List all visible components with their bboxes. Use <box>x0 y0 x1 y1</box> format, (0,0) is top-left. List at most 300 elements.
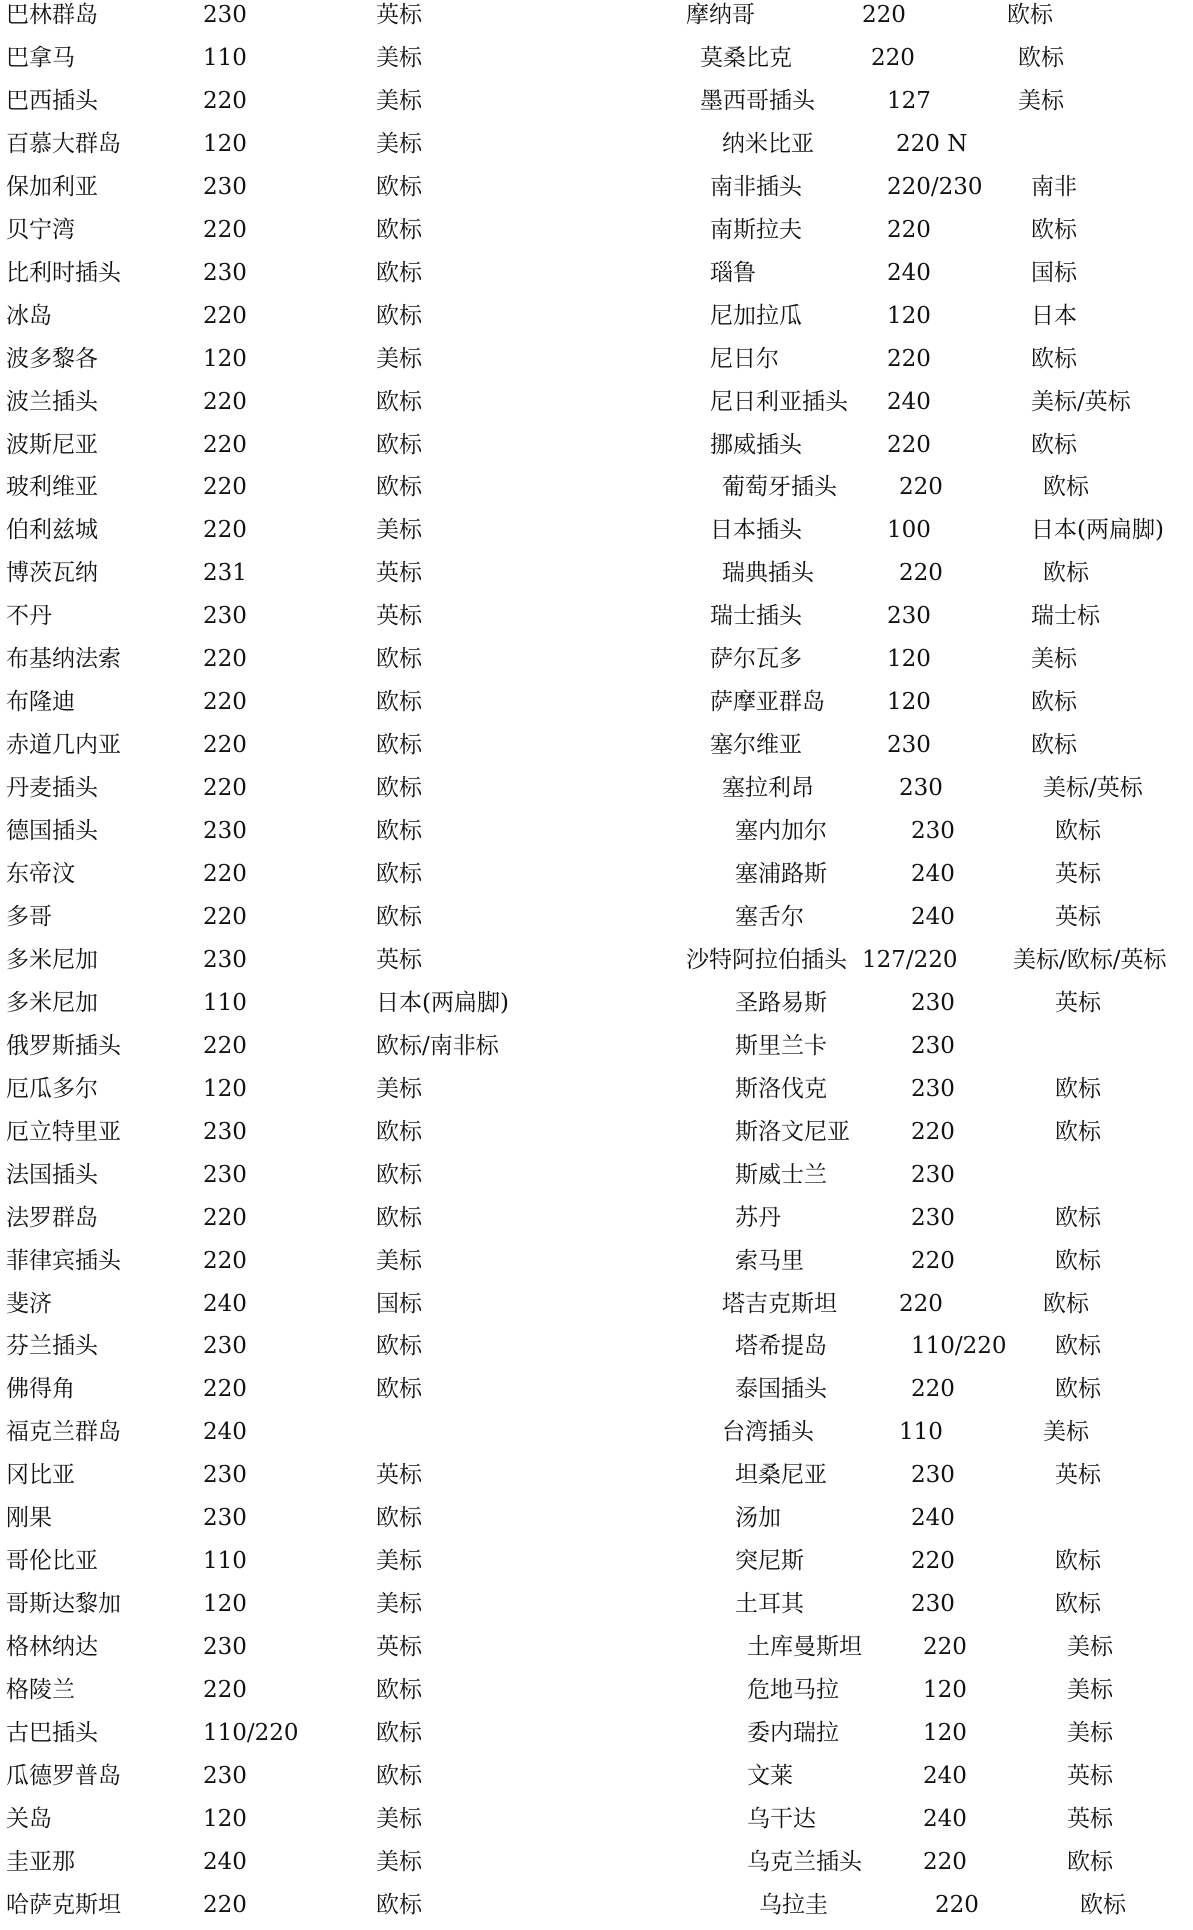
plug-standard: 欧标 <box>376 1161 422 1188</box>
voltage-value: 220 <box>203 1204 247 1231</box>
plug-standard: 英标 <box>376 1634 422 1661</box>
voltage-value: 230 <box>911 1032 955 1059</box>
country-name: 哥伦比亚 <box>6 1548 98 1575</box>
country-name: 赤道几内亚 <box>6 732 121 759</box>
voltage-value: 240 <box>203 1290 247 1317</box>
country-name: 福克兰群岛 <box>6 1419 121 1446</box>
table-row <box>0 126 1193 169</box>
country-name: 斯里兰卡 <box>735 1032 827 1059</box>
plug-standard: 欧标 <box>1067 1848 1113 1875</box>
voltage-value: 110/220 <box>911 1333 1007 1360</box>
voltage-value: 220 <box>923 1634 967 1661</box>
voltage-value: 120 <box>203 1591 247 1618</box>
plug-standard: 美标 <box>376 130 422 157</box>
plug-standard: 美标 <box>376 1247 422 1274</box>
country-name: 瓜德罗普岛 <box>6 1762 121 1789</box>
table-row <box>0 1200 1193 1243</box>
plug-standard: 欧标 <box>376 732 422 759</box>
voltage-value: 230 <box>911 1204 955 1231</box>
plug-standard: 美标 <box>376 44 422 71</box>
voltage-value: 240 <box>911 861 955 887</box>
plug-standard: 美标 <box>376 1848 422 1875</box>
voltage-value: 231 <box>203 560 247 587</box>
voltage-value: 230 <box>203 946 247 973</box>
country-name: 不丹 <box>6 603 52 630</box>
table-row <box>0 1114 1193 1157</box>
voltage-value: 120 <box>203 345 247 372</box>
table-row <box>0 641 1193 684</box>
plug-standard: 日本(两扁脚) <box>1031 517 1164 544</box>
plug-standard: 欧标 <box>1055 1075 1101 1102</box>
table-row <box>0 40 1193 83</box>
voltage-value: 230 <box>887 732 931 759</box>
table-row <box>0 1071 1193 1114</box>
voltage-value: 240 <box>887 259 931 286</box>
country-name: 法国插头 <box>6 1161 98 1188</box>
voltage-value: 220 <box>911 1548 955 1575</box>
table-row <box>0 1243 1193 1286</box>
table-row <box>0 856 1193 899</box>
country-name: 危地马拉 <box>747 1677 839 1704</box>
plug-standard: 欧标 <box>376 646 422 673</box>
plug-standard: 日本 <box>1031 302 1077 329</box>
plug-standard: 欧标 <box>376 302 422 329</box>
plug-standard: 欧标 <box>376 431 422 458</box>
plug-standard: 英标 <box>1067 1805 1113 1832</box>
table-row <box>0 1500 1193 1543</box>
country-name: 法罗群岛 <box>6 1204 98 1231</box>
country-name: 文莱 <box>747 1762 793 1789</box>
plug-standard: 日本(两扁脚) <box>376 989 509 1016</box>
voltage-value: 240 <box>887 388 931 415</box>
table-row <box>0 212 1193 255</box>
voltage-value: 230 <box>203 603 247 630</box>
voltage-value: 240 <box>923 1805 967 1832</box>
table-row <box>0 942 1193 985</box>
country-name: 尼日尔 <box>710 345 779 372</box>
plug-standard: 欧标 <box>1055 1118 1101 1145</box>
table-row <box>0 598 1193 641</box>
table-row <box>0 384 1193 427</box>
plug-standard: 国标 <box>1031 259 1077 286</box>
country-name: 格林纳达 <box>6 1634 98 1661</box>
plug-standard: 欧标 <box>1031 689 1077 716</box>
country-name: 乌克兰插头 <box>747 1848 862 1875</box>
country-name: 东帝汶 <box>6 861 75 887</box>
plug-standard: 英标 <box>376 603 422 630</box>
plug-standard: 欧标 <box>1007 2 1053 28</box>
plug-standard: 国标 <box>376 1290 422 1317</box>
voltage-value: 220 <box>887 431 931 458</box>
plug-standard: 欧标 <box>1018 44 1064 71</box>
plug-standard: 欧标 <box>1043 1290 1089 1317</box>
country-name: 厄立特里亚 <box>6 1118 121 1145</box>
country-name: 泰国插头 <box>735 1376 827 1403</box>
voltage-value: 220 <box>203 861 247 887</box>
voltage-value: 220 <box>203 216 247 243</box>
country-name: 萨尔瓦多 <box>710 646 802 673</box>
table-row <box>0 512 1193 555</box>
plug-standard: 欧标 <box>1031 345 1077 372</box>
voltage-value: 220 <box>911 1376 955 1403</box>
voltage-value: 240 <box>203 1419 247 1446</box>
table-row <box>0 427 1193 470</box>
voltage-value: 220/230 <box>887 173 983 200</box>
plug-standard: 欧标 <box>1043 560 1089 587</box>
plug-standard: 美标 <box>1031 646 1077 673</box>
plug-standard: 南非 <box>1031 173 1077 200</box>
plug-standard: 欧标 <box>376 259 422 286</box>
table-row <box>0 255 1193 298</box>
table-row <box>0 555 1193 598</box>
country-name: 斐济 <box>6 1290 52 1317</box>
plug-standard: 英标 <box>1055 1462 1101 1489</box>
country-name: 塔希提岛 <box>735 1333 827 1360</box>
country-name: 莫桑比克 <box>700 44 792 71</box>
voltage-value: 110 <box>899 1419 943 1446</box>
table-row <box>0 1672 1193 1715</box>
plug-standard: 欧标 <box>376 1204 422 1231</box>
table-row <box>0 83 1193 126</box>
country-name: 哥斯达黎加 <box>6 1591 121 1618</box>
table-row <box>0 1286 1193 1329</box>
country-name: 多米尼加 <box>6 989 98 1016</box>
voltage-value: 220 <box>887 216 931 243</box>
voltage-value: 230 <box>887 603 931 630</box>
voltage-value: 127/220 <box>862 946 958 973</box>
country-name: 南非插头 <box>710 173 802 200</box>
table-row <box>0 1629 1193 1672</box>
plug-standard: 欧标 <box>1055 1204 1101 1231</box>
voltage-value: 230 <box>203 2 247 28</box>
country-name: 塞舌尔 <box>735 903 804 930</box>
country-name: 塞内加尔 <box>735 818 827 845</box>
country-name: 日本插头 <box>710 517 802 544</box>
table-row <box>0 1457 1193 1500</box>
voltage-value: 220 <box>911 1118 955 1145</box>
plug-standard: 英标 <box>376 946 422 973</box>
country-name: 保加利亚 <box>6 173 98 200</box>
voltage-value: 220 <box>203 646 247 673</box>
country-name: 百慕大群岛 <box>6 130 121 157</box>
country-name: 巴拿马 <box>6 44 75 71</box>
table-row <box>0 1543 1193 1586</box>
plug-standard: 美标 <box>376 1075 422 1102</box>
country-name: 丹麦插头 <box>6 775 98 802</box>
voltage-value: 230 <box>911 818 955 845</box>
voltage-value: 220 <box>203 689 247 716</box>
voltage-value: 220 <box>203 388 247 415</box>
voltage-value: 120 <box>887 302 931 329</box>
plug-standard: 欧标 <box>376 388 422 415</box>
plug-standard: 欧标 <box>1080 1891 1126 1918</box>
voltage-value: 220 <box>203 517 247 544</box>
table-row <box>0 813 1193 856</box>
voltage-value: 220 <box>887 345 931 372</box>
voltage-value: 220 <box>911 1247 955 1274</box>
plug-standard: 美标/欧标/英标 <box>1013 946 1167 973</box>
plug-standard: 欧标 <box>376 1376 422 1403</box>
plug-standard: 美标 <box>1018 87 1064 114</box>
table-row <box>0 684 1193 727</box>
table-row <box>0 1844 1193 1887</box>
voltage-value: 230 <box>203 1762 247 1789</box>
voltage-value: 110/220 <box>203 1720 299 1746</box>
voltage-value: 220 <box>203 1891 247 1918</box>
voltage-value: 220 <box>203 1032 247 1059</box>
voltage-value: 120 <box>203 1075 247 1102</box>
country-name: 波兰插头 <box>6 388 98 415</box>
plug-standard: 美标/英标 <box>1043 775 1143 802</box>
country-name: 塞尔维亚 <box>710 732 802 759</box>
plug-standard: 欧标 <box>1055 818 1101 845</box>
country-name: 菲律宾插头 <box>6 1247 121 1274</box>
country-name: 冰岛 <box>6 302 52 329</box>
table-row <box>0 469 1193 512</box>
country-name: 塔吉克斯坦 <box>722 1290 837 1317</box>
country-name: 冈比亚 <box>6 1462 75 1489</box>
country-name: 哈萨克斯坦 <box>6 1891 121 1918</box>
country-name: 尼加拉瓜 <box>710 302 802 329</box>
country-name: 突尼斯 <box>735 1548 804 1575</box>
country-name: 瑞典插头 <box>722 560 814 587</box>
country-name: 多哥 <box>6 903 52 930</box>
country-name: 布隆迪 <box>6 689 75 716</box>
voltage-value: 120 <box>923 1677 967 1704</box>
plug-standard: 欧标 <box>376 1677 422 1704</box>
country-name: 波斯尼亚 <box>6 431 98 458</box>
voltage-value: 220 <box>203 431 247 458</box>
plug-standard: 英标 <box>376 1462 422 1489</box>
plug-standard: 欧标 <box>1043 474 1089 501</box>
voltage-value: 230 <box>203 1118 247 1145</box>
plug-standard: 欧标 <box>376 173 422 200</box>
country-name: 贝宁湾 <box>6 216 75 243</box>
country-name: 苏丹 <box>735 1204 781 1231</box>
country-name: 芬兰插头 <box>6 1333 98 1360</box>
voltage-value: 230 <box>911 1075 955 1102</box>
country-name: 沙特阿拉伯插头 <box>686 946 847 973</box>
table-row <box>0 298 1193 341</box>
plug-standard: 欧标 <box>1031 216 1077 243</box>
voltage-value: 120 <box>887 689 931 716</box>
plug-standard: 美标/英标 <box>1031 388 1131 415</box>
country-name: 墨西哥插头 <box>700 87 815 114</box>
voltage-value: 220 <box>203 1677 247 1704</box>
voltage-value: 240 <box>203 1848 247 1875</box>
country-name: 佛得角 <box>6 1376 75 1403</box>
table-row <box>0 1715 1193 1758</box>
table-row <box>0 1328 1193 1371</box>
voltage-value: 110 <box>203 989 247 1016</box>
country-name: 圭亚那 <box>6 1848 75 1875</box>
voltage-value: 240 <box>923 1762 967 1789</box>
voltage-value: 220 <box>871 44 915 71</box>
plug-standard: 欧标 <box>376 1118 422 1145</box>
plug-standard: 瑞士标 <box>1031 603 1100 630</box>
plug-standard: 欧标 <box>376 1505 422 1532</box>
plug-standard: 欧标 <box>376 903 422 930</box>
plug-standard: 美标 <box>1067 1677 1113 1704</box>
plug-standard: 欧标 <box>1031 431 1077 458</box>
table-row <box>0 169 1193 212</box>
voltage-value: 220 <box>899 560 943 587</box>
country-name: 土库曼斯坦 <box>747 1634 862 1661</box>
plug-standard: 欧标 <box>1055 1376 1101 1403</box>
table-row <box>0 1371 1193 1414</box>
voltage-value: 220 <box>923 1848 967 1875</box>
country-name: 塞拉利昂 <box>722 775 814 802</box>
plug-standard: 英标 <box>376 2 422 28</box>
country-name: 摩纳哥 <box>686 2 755 28</box>
country-name: 厄瓜多尔 <box>6 1075 98 1102</box>
plug-standard: 欧标 <box>376 689 422 716</box>
country-name: 格陵兰 <box>6 1677 75 1704</box>
country-name: 索马里 <box>735 1247 804 1274</box>
voltage-value: 230 <box>911 1161 955 1188</box>
plug-standard: 英标 <box>1055 861 1101 887</box>
country-name: 纳米比亚 <box>722 130 814 157</box>
country-name: 关岛 <box>6 1805 52 1832</box>
plug-standard: 美标 <box>376 1805 422 1832</box>
country-name: 瑙鲁 <box>710 259 756 286</box>
country-name: 斯洛伐克 <box>735 1075 827 1102</box>
country-name: 台湾插头 <box>722 1419 814 1446</box>
voltage-value: 120 <box>203 130 247 157</box>
country-name: 巴林群岛 <box>6 2 98 28</box>
country-name: 乌拉圭 <box>759 1891 828 1918</box>
voltage-value: 220 <box>203 87 247 114</box>
voltage-value: 230 <box>203 1161 247 1188</box>
plug-standard: 欧标 <box>1055 1548 1101 1575</box>
table-row <box>0 1414 1193 1457</box>
voltage-value: 100 <box>887 517 931 544</box>
voltage-value: 230 <box>203 1505 247 1532</box>
country-name: 萨摩亚群岛 <box>710 689 825 716</box>
voltage-value: 230 <box>911 1591 955 1618</box>
plug-standard: 欧标 <box>376 1720 422 1746</box>
voltage-value: 240 <box>911 1505 955 1532</box>
table-row <box>0 899 1193 942</box>
country-name: 委内瑞拉 <box>747 1720 839 1746</box>
voltage-value: 230 <box>203 818 247 845</box>
voltage-value: 230 <box>911 989 955 1016</box>
voltage-value: 230 <box>203 1462 247 1489</box>
voltage-value: 127 <box>887 87 931 114</box>
table-row <box>0 1887 1193 1930</box>
voltage-value: 220 <box>862 2 906 28</box>
voltage-value: 220 N <box>896 130 968 157</box>
plug-standard: 美标 <box>376 87 422 114</box>
voltage-value: 220 <box>203 903 247 930</box>
country-name: 葡萄牙插头 <box>722 474 837 501</box>
plug-standard: 美标 <box>376 345 422 372</box>
country-name: 波多黎各 <box>6 345 98 372</box>
country-name: 玻利维亚 <box>6 474 98 501</box>
table-row <box>0 1586 1193 1629</box>
voltage-value: 110 <box>203 1548 247 1575</box>
country-name: 乌干达 <box>747 1805 816 1832</box>
country-name: 圣路易斯 <box>735 989 827 1016</box>
plug-standard: 美标 <box>376 1591 422 1618</box>
table-row <box>0 1758 1193 1801</box>
country-name: 博茨瓦纳 <box>6 560 98 587</box>
plug-standard: 欧标 <box>376 1891 422 1918</box>
voltage-value: 230 <box>203 1333 247 1360</box>
plug-standard: 欧标/南非标 <box>376 1032 499 1059</box>
country-name: 德国插头 <box>6 818 98 845</box>
country-name: 塞浦路斯 <box>735 861 827 887</box>
country-name: 坦桑尼亚 <box>735 1462 827 1489</box>
country-name: 南斯拉夫 <box>710 216 802 243</box>
plug-standard: 欧标 <box>1055 1333 1101 1360</box>
table-row <box>0 1028 1193 1071</box>
plug-standard: 欧标 <box>376 861 422 887</box>
country-name: 瑞士插头 <box>710 603 802 630</box>
voltage-value: 120 <box>887 646 931 673</box>
plug-standard: 欧标 <box>376 216 422 243</box>
country-name: 斯洛文尼亚 <box>735 1118 850 1145</box>
plug-standard: 美标 <box>376 517 422 544</box>
plug-standard: 英标 <box>1067 1762 1113 1789</box>
voltage-value: 230 <box>203 1634 247 1661</box>
plug-standard: 美标 <box>1067 1634 1113 1661</box>
table-row <box>0 985 1193 1028</box>
plug-standard: 美标 <box>1067 1720 1113 1746</box>
voltage-value: 230 <box>899 775 943 802</box>
country-name: 汤加 <box>735 1505 781 1532</box>
plug-standard: 欧标 <box>1055 1247 1101 1274</box>
voltage-value: 220 <box>935 1891 979 1918</box>
country-name: 斯威士兰 <box>735 1161 827 1188</box>
voltage-value: 220 <box>203 1376 247 1403</box>
plug-standard: 美标 <box>376 1548 422 1575</box>
table-row <box>0 1157 1193 1200</box>
plug-standard: 欧标 <box>1055 1591 1101 1618</box>
voltage-value: 220 <box>203 302 247 329</box>
voltage-value: 220 <box>899 1290 943 1317</box>
plug-standard: 欧标 <box>1031 732 1077 759</box>
country-name: 多米尼加 <box>6 946 98 973</box>
country-name: 巴西插头 <box>6 87 98 114</box>
plug-standard: 英标 <box>1055 903 1101 930</box>
voltage-value: 110 <box>203 44 247 71</box>
plug-standard: 英标 <box>376 560 422 587</box>
voltage-value: 240 <box>911 903 955 930</box>
country-name: 古巴插头 <box>6 1720 98 1746</box>
plug-standard: 欧标 <box>376 818 422 845</box>
country-name: 伯利兹城 <box>6 517 98 544</box>
country-name: 土耳其 <box>735 1591 804 1618</box>
plug-standard: 欧标 <box>376 1333 422 1360</box>
plug-standard: 欧标 <box>376 1762 422 1789</box>
voltage-value: 230 <box>203 259 247 286</box>
voltage-value: 230 <box>203 173 247 200</box>
plug-standard: 欧标 <box>376 474 422 501</box>
table-row <box>0 727 1193 770</box>
voltage-value: 120 <box>923 1720 967 1746</box>
voltage-value: 220 <box>203 474 247 501</box>
country-name: 刚果 <box>6 1505 52 1532</box>
plug-standard: 欧标 <box>376 775 422 802</box>
voltage-value: 120 <box>203 1805 247 1832</box>
table-row <box>0 341 1193 384</box>
voltage-value: 220 <box>899 474 943 501</box>
plug-standard: 英标 <box>1055 989 1101 1016</box>
country-name: 尼日利亚插头 <box>710 388 848 415</box>
voltage-value: 230 <box>911 1462 955 1489</box>
voltage-value: 220 <box>203 775 247 802</box>
